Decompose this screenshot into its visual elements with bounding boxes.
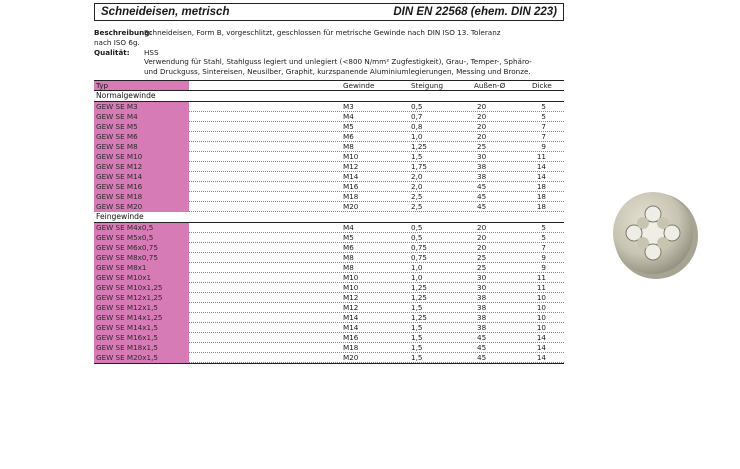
- cell-aussen-d: 20: [477, 111, 487, 121]
- cell-dicke: 9: [541, 262, 546, 272]
- cell-dicke: 9: [541, 252, 546, 262]
- cell-steigung: 1,5: [411, 151, 423, 161]
- cell-gewinde: M10: [343, 282, 359, 292]
- cell-aussen-d: 20: [477, 121, 487, 131]
- cell-gewinde: M10: [343, 272, 359, 282]
- cell-dicke: 7: [541, 131, 546, 141]
- cell-gewinde: M16: [343, 332, 359, 342]
- cell-typ: GEW SE M4x0,5: [94, 223, 189, 233]
- cell-gewinde: M10: [343, 151, 359, 161]
- table-row: [94, 353, 564, 363]
- cell-aussen-d: 38: [477, 161, 487, 171]
- table-row: [94, 152, 564, 162]
- cell-gewinde: M8: [343, 262, 354, 272]
- cell-typ: GEW SE M6: [94, 132, 189, 142]
- cell-typ: GEW SE M5x0,5: [94, 233, 189, 243]
- beschreibung-label: Beschreibung:: [94, 28, 153, 37]
- cell-dicke: 10: [536, 312, 546, 322]
- cell-typ: GEW SE M12x1,5: [94, 303, 189, 313]
- table-row: [94, 313, 564, 323]
- table-row: [94, 263, 564, 273]
- header-aussen-d: Außen-Ø: [474, 80, 506, 90]
- cell-aussen-d: 45: [477, 342, 487, 352]
- table-row: [94, 273, 564, 283]
- table-row: [94, 182, 564, 192]
- group-heading: Feingewinde: [94, 212, 564, 223]
- cell-typ: GEW SE M6x0,75: [94, 243, 189, 253]
- cell-gewinde: M4: [343, 222, 354, 232]
- cell-steigung: 1,25: [411, 141, 428, 151]
- cell-steigung: 1,25: [411, 312, 428, 322]
- product-table: [94, 80, 564, 364]
- cell-dicke: 14: [536, 342, 546, 352]
- header-steigung: Steigung: [411, 80, 444, 90]
- cell-steigung: 1,5: [411, 302, 423, 312]
- cell-dicke: 5: [541, 101, 546, 111]
- cell-steigung: 1,5: [411, 322, 423, 332]
- cell-aussen-d: 20: [477, 101, 487, 111]
- cell-steigung: 0,5: [411, 101, 423, 111]
- cell-dicke: 10: [536, 322, 546, 332]
- header-typ: Typ: [94, 81, 189, 90]
- table-row: [94, 283, 564, 293]
- table-row: [94, 142, 564, 152]
- verwendung-text: Verwendung für Stahl, Stahlguss legiert und unlegiert (<800 N/mm² Zugfestigkeit), Grau-, Temper-, Sphäro-: [144, 57, 532, 67]
- cell-typ: GEW SE M10x1,25: [94, 283, 189, 293]
- cell-aussen-d: 25: [477, 262, 487, 272]
- table-row: [94, 323, 564, 333]
- cell-gewinde: M14: [343, 171, 359, 181]
- cell-typ: GEW SE M10: [94, 152, 189, 162]
- cell-typ: GEW SE M18x1,5: [94, 343, 189, 353]
- description-block: [94, 28, 564, 77]
- table-row: [94, 132, 564, 142]
- cell-aussen-d: 30: [477, 282, 487, 292]
- cell-dicke: 5: [541, 232, 546, 242]
- cell-aussen-d: 30: [477, 272, 487, 282]
- cell-dicke: 14: [536, 332, 546, 342]
- cell-aussen-d: 25: [477, 252, 487, 262]
- cell-dicke: 11: [536, 272, 546, 282]
- cell-steigung: 1,5: [411, 352, 423, 362]
- table-header: [94, 80, 564, 91]
- cell-dicke: 7: [541, 242, 546, 252]
- cell-typ: GEW SE M4: [94, 112, 189, 122]
- cell-aussen-d: 25: [477, 141, 487, 151]
- cell-aussen-d: 45: [477, 352, 487, 362]
- catalog-sheet: [94, 3, 564, 364]
- cell-typ: GEW SE M8x1: [94, 263, 189, 273]
- table-row: [94, 293, 564, 303]
- table-row: [94, 202, 564, 212]
- cell-steigung: 0,5: [411, 222, 423, 232]
- cell-steigung: 0,75: [411, 252, 428, 262]
- cell-typ: GEW SE M14x1,25: [94, 313, 189, 323]
- cell-aussen-d: 38: [477, 171, 487, 181]
- table-row: [94, 102, 564, 112]
- cell-typ: GEW SE M16x1,5: [94, 333, 189, 343]
- cell-typ: GEW SE M3: [94, 102, 189, 112]
- cell-gewinde: M6: [343, 242, 354, 252]
- page-title: Schneideisen, metrisch: [101, 6, 230, 18]
- cell-steigung: 1,5: [411, 342, 423, 352]
- table-row: [94, 112, 564, 122]
- cell-steigung: 0,5: [411, 232, 423, 242]
- table-row: [94, 243, 564, 253]
- cell-dicke: 10: [536, 302, 546, 312]
- threading-die-image: [608, 188, 700, 280]
- group-heading: Normalgewinde: [94, 91, 564, 102]
- cell-gewinde: M12: [343, 161, 359, 171]
- beschreibung-text: Schneideisen, Form B, vorgeschlitzt, geschlossen für metrische Gewinde nach DIN ISO 13. Toleranz: [144, 28, 501, 37]
- table-row: [94, 253, 564, 263]
- cell-typ: GEW SE M14: [94, 172, 189, 182]
- table-bottom-rule: [94, 363, 564, 364]
- cell-gewinde: M20: [343, 352, 359, 362]
- cell-gewinde: M14: [343, 312, 359, 322]
- cell-typ: GEW SE M5: [94, 122, 189, 132]
- header-gewinde: Gewinde: [343, 80, 375, 90]
- standard-label: DIN EN 22568 (ehem. DIN 223): [393, 6, 557, 18]
- cell-gewinde: M8: [343, 141, 354, 151]
- beschreibung-text-cont: nach ISO 6g.: [94, 37, 140, 47]
- cell-steigung: 0,8: [411, 121, 423, 131]
- cell-typ: GEW SE M20x1,5: [94, 353, 189, 363]
- cell-typ: GEW SE M20: [94, 202, 189, 212]
- cell-dicke: 10: [536, 292, 546, 302]
- cell-dicke: 14: [536, 171, 546, 181]
- header-dicke: Dicke: [532, 80, 552, 90]
- cell-aussen-d: 38: [477, 302, 487, 312]
- cell-steigung: 2,0: [411, 181, 423, 191]
- cell-dicke: 11: [536, 282, 546, 292]
- cell-typ: GEW SE M14x1,5: [94, 323, 189, 333]
- cell-gewinde: M18: [343, 191, 359, 201]
- cell-steigung: 0,75: [411, 242, 428, 252]
- cell-gewinde: M5: [343, 232, 354, 242]
- cell-typ: GEW SE M16: [94, 182, 189, 192]
- cell-aussen-d: 20: [477, 131, 487, 141]
- cell-gewinde: M12: [343, 292, 359, 302]
- table-row: [94, 343, 564, 353]
- cell-steigung: 2,5: [411, 201, 423, 211]
- cell-gewinde: M16: [343, 181, 359, 191]
- cell-gewinde: M18: [343, 342, 359, 352]
- qualitaet-label: Qualität:: [94, 47, 130, 57]
- cell-dicke: 14: [536, 161, 546, 171]
- table-row: [94, 333, 564, 343]
- cell-steigung: 2,5: [411, 191, 423, 201]
- cell-steigung: 2,0: [411, 171, 423, 181]
- table-row: [94, 233, 564, 243]
- cell-typ: GEW SE M12x1,25: [94, 293, 189, 303]
- cell-typ: GEW SE M12: [94, 162, 189, 172]
- table-row: [94, 172, 564, 182]
- cell-dicke: 5: [541, 222, 546, 232]
- cell-dicke: 18: [536, 201, 546, 211]
- cell-aussen-d: 45: [477, 181, 487, 191]
- cell-dicke: 18: [536, 181, 546, 191]
- cell-steigung: 1,25: [411, 292, 428, 302]
- cell-steigung: 1,0: [411, 262, 423, 272]
- cell-typ: GEW SE M8x0,75: [94, 253, 189, 263]
- cell-typ: GEW SE M18: [94, 192, 189, 202]
- cell-aussen-d: 45: [477, 191, 487, 201]
- cell-gewinde: M20: [343, 201, 359, 211]
- cell-gewinde: M4: [343, 111, 354, 121]
- cell-steigung: 1,75: [411, 161, 428, 171]
- cell-aussen-d: 38: [477, 292, 487, 302]
- cell-steigung: 1,0: [411, 131, 423, 141]
- cell-dicke: 11: [536, 151, 546, 161]
- cell-aussen-d: 45: [477, 201, 487, 211]
- cell-typ: GEW SE M10x1: [94, 273, 189, 283]
- cell-steigung: 0,7: [411, 111, 423, 121]
- cell-dicke: 5: [541, 111, 546, 121]
- cell-aussen-d: 38: [477, 322, 487, 332]
- cell-aussen-d: 38: [477, 312, 487, 322]
- cell-aussen-d: 30: [477, 151, 487, 161]
- cell-steigung: 1,25: [411, 282, 428, 292]
- cell-dicke: 9: [541, 141, 546, 151]
- qualitaet-value: HSS: [144, 47, 159, 57]
- table-body: [94, 91, 564, 363]
- cell-dicke: 18: [536, 191, 546, 201]
- cell-aussen-d: 45: [477, 332, 487, 342]
- cell-steigung: 1,0: [411, 272, 423, 282]
- table-row: [94, 162, 564, 172]
- cell-gewinde: M12: [343, 302, 359, 312]
- table-row: [94, 192, 564, 202]
- table-row: [94, 303, 564, 313]
- table-row: [94, 223, 564, 233]
- cell-gewinde: M5: [343, 121, 354, 131]
- cell-aussen-d: 20: [477, 232, 487, 242]
- cell-aussen-d: 20: [477, 222, 487, 232]
- cell-gewinde: M14: [343, 322, 359, 332]
- verwendung-text-cont: und Druckguss, Sintereisen, Neusilber, Graphit, kurzspanende Aluminiumlegierungen, Messing und Bronze.: [144, 67, 531, 77]
- cell-dicke: 7: [541, 121, 546, 131]
- cell-steigung: 1,5: [411, 332, 423, 342]
- table-row: [94, 122, 564, 132]
- title-bar: [94, 3, 564, 21]
- cell-aussen-d: 20: [477, 242, 487, 252]
- cell-dicke: 14: [536, 352, 546, 362]
- cell-typ: GEW SE M8: [94, 142, 189, 152]
- cell-gewinde: M8: [343, 252, 354, 262]
- cell-gewinde: M3: [343, 101, 354, 111]
- cell-gewinde: M6: [343, 131, 354, 141]
